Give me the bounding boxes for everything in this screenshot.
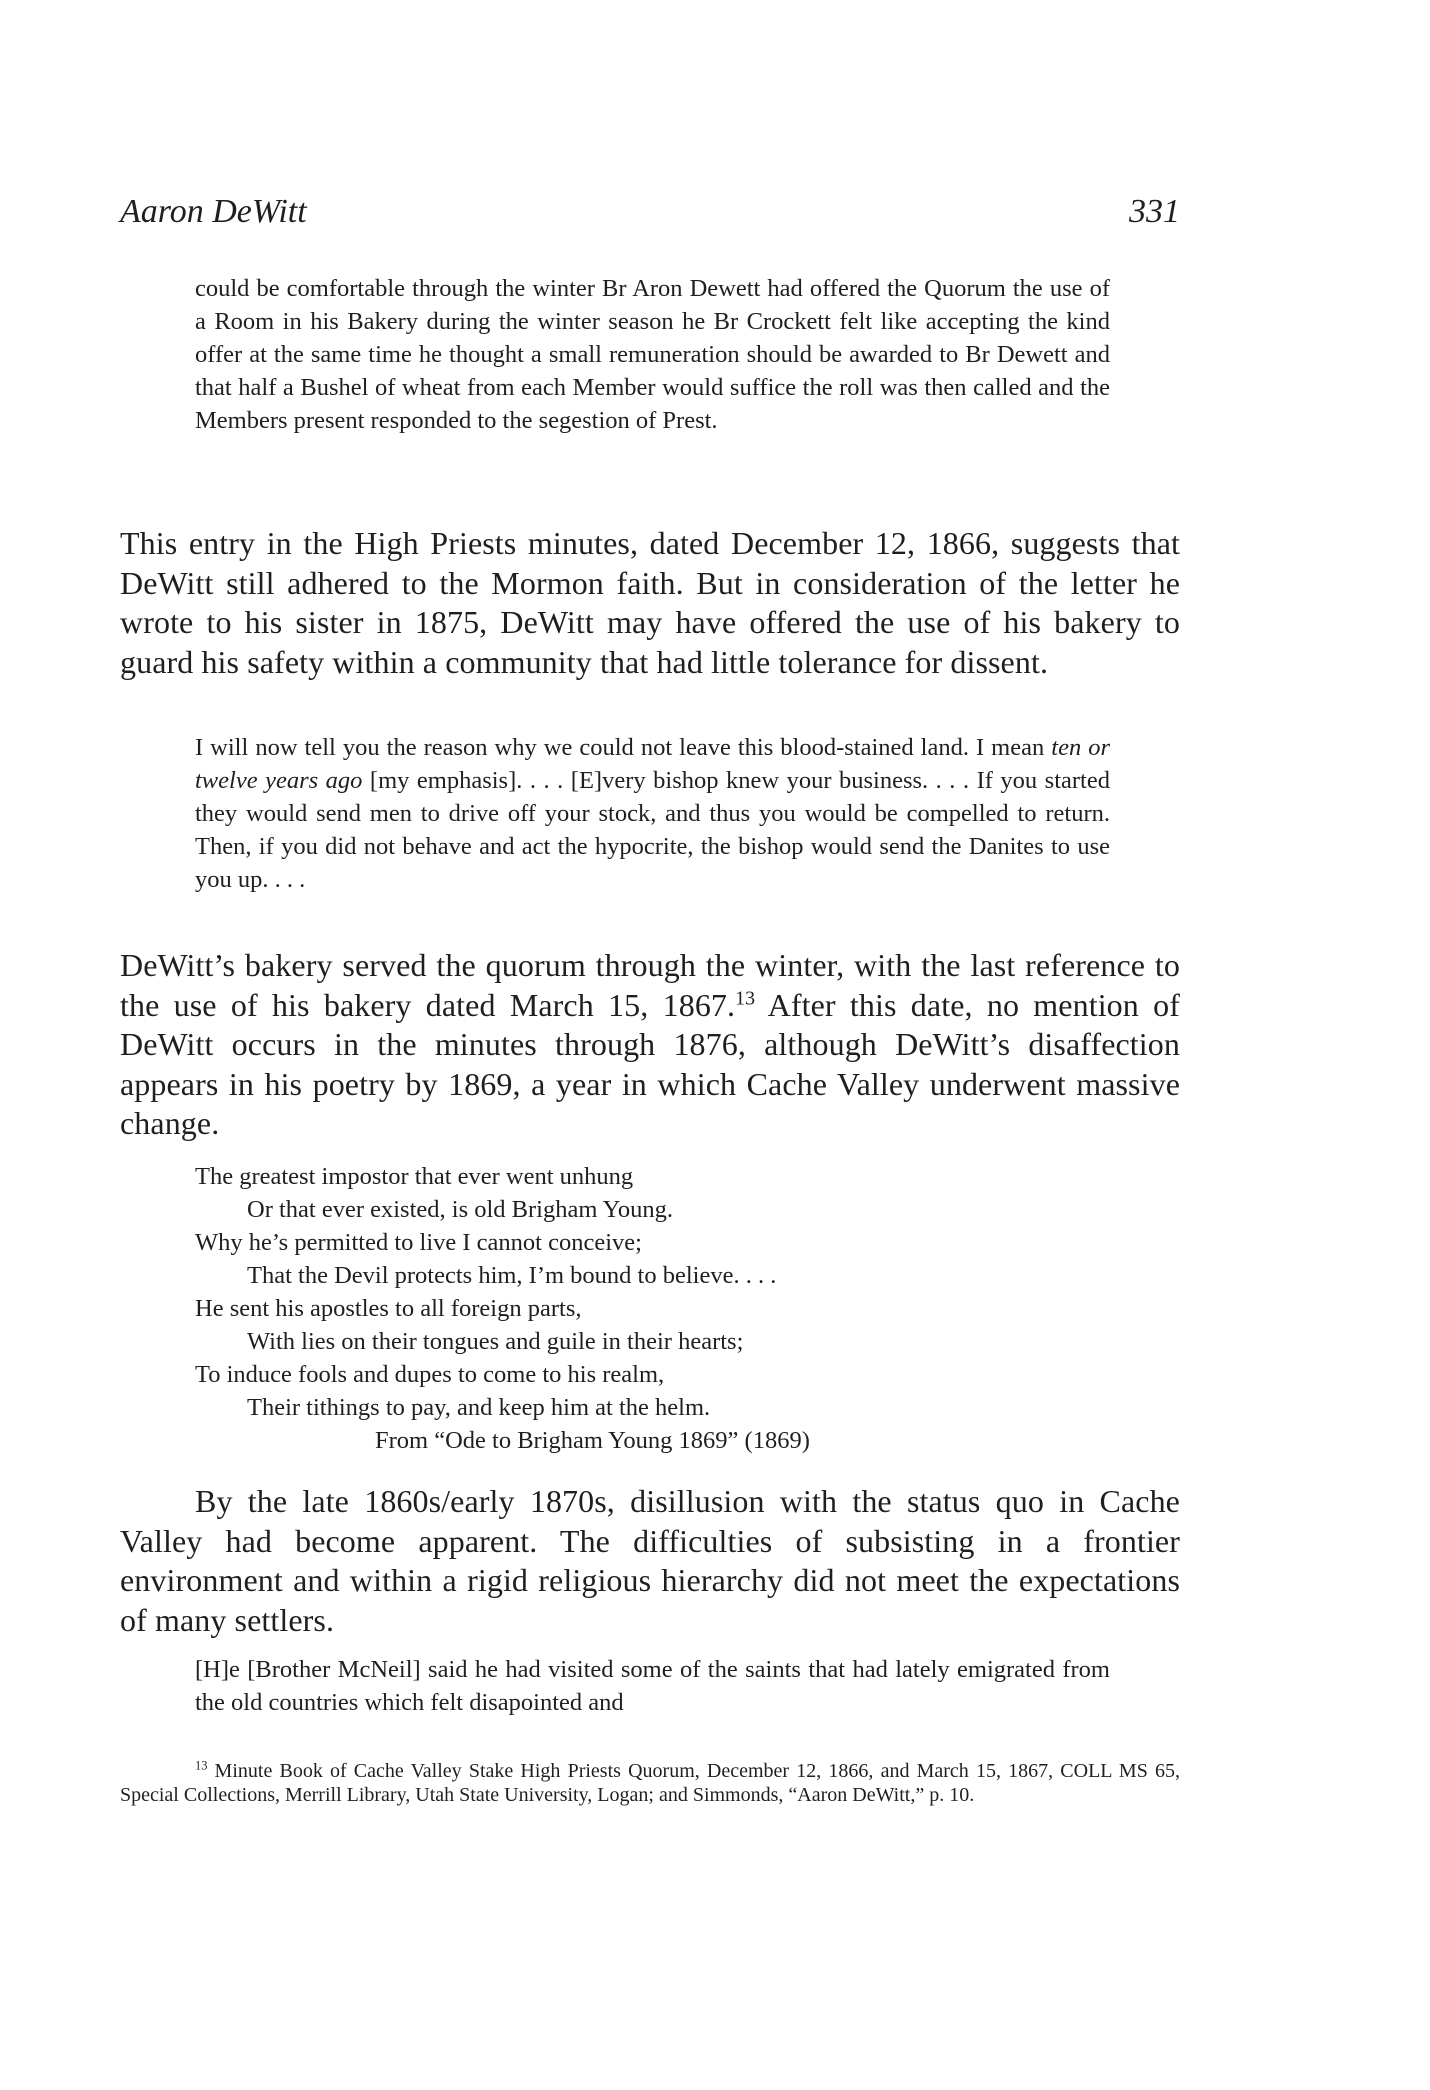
block-quote-mcneil: [H]e [Brother McNeil] said he had visited some of the saints that had lately emigrated from the old countries which felt disapointed and: [195, 1656, 1110, 1716]
poem-line: That the Devil protects him, I’m bound to believe. . . .: [247, 1262, 777, 1289]
page-number: 331: [1129, 193, 1180, 230]
quote-text: I will now tell you the reason why we could not leave this blood-stained land. I mean: [195, 734, 1052, 761]
poem-line: With lies on their tongues and guile in their hearts;: [247, 1328, 744, 1355]
body-paragraph-3: By the late 1860s/early 1870s, disillusion with the status quo in Cache Valley had become apparent. The difficulties of subsisting in a frontier environment and within a rigid religious hierarchy did not meet the expectations of many settlers.: [120, 1483, 1180, 1638]
quote-text: [my emphasis]. . . . [E]very bishop knew your business. . . . If you started they would send men to drive off your stock, and thus you would be compelled to return. Then, if you did not behave and act the hypocrite, the bishop would send the Danites to use you up. . . .: [195, 767, 1110, 893]
poem-source: From “Ode to Brigham Young 1869” (1869): [375, 1427, 810, 1454]
paragraph-text: DeWitt’s bakery served the quorum through the winter, with the last reference to the use of his bakery dated March 15, 1867.: [120, 947, 1180, 1023]
footnote-text: Minute Book of Cache Valley Stake High Priests Quorum, December 12, 1866, and March 15, 1867, COLL MS 65, Special Collections, Merrill Library, Utah State University, Logan; and Simmonds, “Aaron DeWitt,” p. 10.: [120, 1760, 1180, 1806]
footnote-reference: 13: [735, 986, 756, 1009]
poem-line: Their tithings to pay, and keep him at the helm.: [247, 1394, 711, 1421]
body-paragraph-1: This entry in the High Priests minutes, dated December 12, 1866, suggests that DeWitt still adhered to the Mormon faith. But in consideration of the letter he wrote to his sister in 1875, DeWitt may have offered the use of his bakery to guard his safety within a community that had little tolerance for dissent.: [120, 525, 1180, 680]
poem-line: The greatest impostor that ever went unhung: [195, 1163, 634, 1190]
running-header: [120, 193, 1180, 233]
block-quote-letter: [195, 731, 1110, 896]
quote-emphasis: ten or twelve years ago: [195, 734, 1111, 794]
footnote-marker: 13: [195, 1758, 208, 1773]
footnote-13: [120, 1760, 1180, 1807]
poem-line: To induce fools and dupes to come to his realm,: [195, 1361, 665, 1388]
paragraph-text: After this date, no mention of DeWitt occurs in the minutes through 1876, although DeWitt’s disaffection appears in his poetry by 1869, a year in which Cache Valley underwent massive change.: [120, 986, 1180, 1141]
poem-excerpt: [195, 1160, 1095, 1457]
body-paragraph-2: [120, 946, 1180, 1144]
poem-line: Why he’s permitted to live I cannot conceive;: [195, 1229, 642, 1256]
poem-line: He sent his apostles to all foreign parts,: [195, 1295, 582, 1322]
running-title: Aaron DeWitt: [120, 193, 307, 230]
block-quote-minutes: could be comfortable through the winter Br Aron Dewett had offered the Quorum the use of a Room in his Bakery during the winter season he Br Crockett felt like accepting the kind offer at the same time he thought a small remuneration should be awarded to Br Dewett and that half a Bushel of wheat from each Member would suffice the roll was then called and the Members present responded to the segestion of Prest.: [195, 275, 1110, 434]
poem-line: Or that ever existed, is old Brigham Young.: [247, 1196, 673, 1223]
